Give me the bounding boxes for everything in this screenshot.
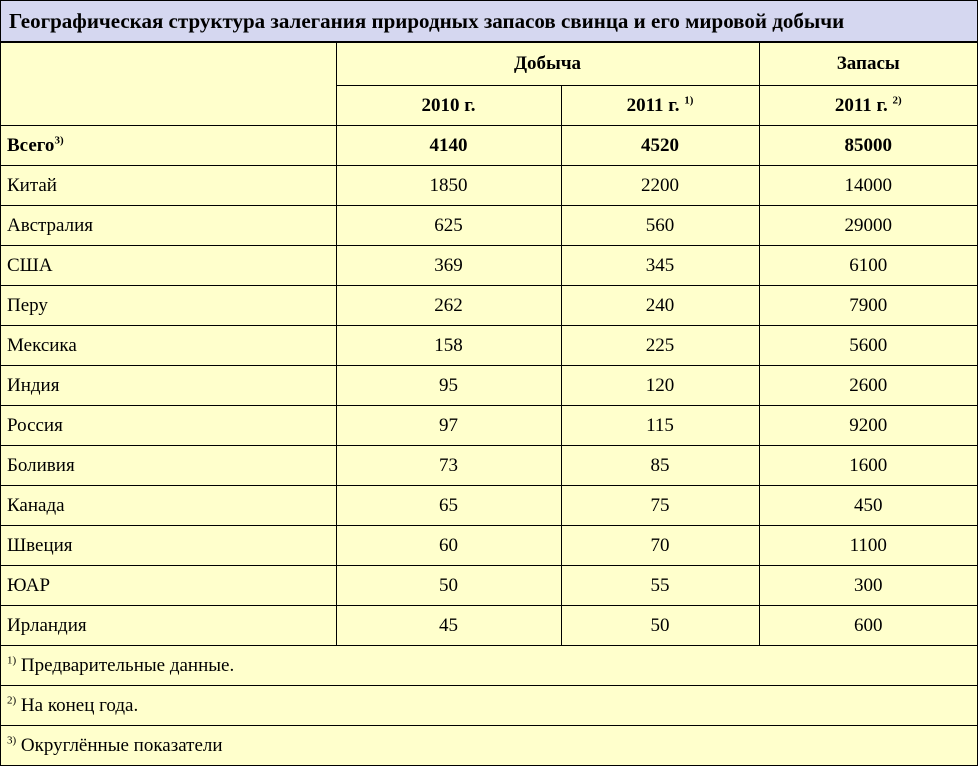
header-row-1 — [1, 43, 977, 86]
header-reserves: Запасы — [759, 43, 977, 86]
reserves-cell: 5600 — [759, 326, 977, 366]
production-2010-cell: 97 — [336, 406, 561, 446]
country-cell: Канада — [1, 486, 336, 526]
footnote-marker: 1) — [7, 654, 17, 667]
production-2011-cell: 560 — [561, 206, 759, 246]
header-year-2011-footnote: 1) — [684, 94, 694, 107]
production-2011-cell: 240 — [561, 286, 759, 326]
header-reserves-year-text: 2011 г. — [834, 94, 888, 116]
table-row — [1, 606, 977, 646]
country-cell: Перу — [1, 286, 336, 326]
table-row — [1, 446, 977, 486]
reserves-cell: 1100 — [759, 526, 977, 566]
reserves-cell: 600 — [759, 606, 977, 646]
table-row — [1, 206, 977, 246]
reserves-cell: 9200 — [759, 406, 977, 446]
production-2010-cell: 50 — [336, 566, 561, 606]
production-2010-cell: 1850 — [336, 166, 561, 206]
table-row — [1, 166, 977, 206]
country-cell: Ирландия — [1, 606, 336, 646]
total-footnote: 3) — [54, 134, 64, 147]
reserves-cell: 29000 — [759, 206, 977, 246]
reserves-cell: 14000 — [759, 166, 977, 206]
footnote-row — [1, 726, 977, 766]
production-2010-cell: 45 — [336, 606, 561, 646]
footnote-cell — [1, 726, 977, 766]
total-reserves: 85000 — [759, 126, 977, 166]
production-2010-cell: 95 — [336, 366, 561, 406]
table-title: Географическая структура залегания природных запасов свинца и его мировой добычи — [1, 1, 977, 43]
footnote-row — [1, 646, 977, 686]
table-row — [1, 366, 977, 406]
lead-data-table — [1, 43, 977, 765]
production-2011-cell: 85 — [561, 446, 759, 486]
footnote-cell — [1, 686, 977, 726]
production-2011-cell: 115 — [561, 406, 759, 446]
country-cell: ЮАР — [1, 566, 336, 606]
total-label-cell — [1, 126, 336, 166]
reserves-cell: 2600 — [759, 366, 977, 406]
country-cell: Индия — [1, 366, 336, 406]
footnote-text: На конец года. — [20, 694, 139, 716]
reserves-cell: 7900 — [759, 286, 977, 326]
reserves-cell: 1600 — [759, 446, 977, 486]
header-reserves-year-footnote: 2) — [892, 94, 902, 107]
footnote-row — [1, 686, 977, 726]
country-cell: Россия — [1, 406, 336, 446]
country-cell: Боливия — [1, 446, 336, 486]
production-2011-cell: 50 — [561, 606, 759, 646]
table-row — [1, 326, 977, 366]
total-production-2010: 4140 — [336, 126, 561, 166]
table-row — [1, 486, 977, 526]
reserves-cell: 450 — [759, 486, 977, 526]
production-2010-cell: 369 — [336, 246, 561, 286]
total-row — [1, 126, 977, 166]
production-2010-cell: 65 — [336, 486, 561, 526]
table-row — [1, 406, 977, 446]
production-2010-cell: 625 — [336, 206, 561, 246]
footnote-text: Предварительные данные. — [20, 654, 235, 676]
footnote-marker: 2) — [7, 694, 17, 707]
table-row — [1, 286, 977, 326]
header-year-2011 — [561, 86, 759, 126]
country-cell: Китай — [1, 166, 336, 206]
production-2010-cell: 60 — [336, 526, 561, 566]
total-label: Всего — [7, 134, 55, 156]
reserves-cell: 300 — [759, 566, 977, 606]
total-production-2011: 4520 — [561, 126, 759, 166]
footnote-marker: 3) — [7, 734, 17, 747]
table-row — [1, 566, 977, 606]
country-cell: США — [1, 246, 336, 286]
table-row — [1, 526, 977, 566]
header-year-2010: 2010 г. — [336, 86, 561, 126]
production-2011-cell: 345 — [561, 246, 759, 286]
footnote-cell — [1, 646, 977, 686]
table-row — [1, 246, 977, 286]
country-cell: Швеция — [1, 526, 336, 566]
production-2011-cell: 120 — [561, 366, 759, 406]
country-cell: Австралия — [1, 206, 336, 246]
header-empty-cell — [1, 43, 336, 126]
production-2011-cell: 2200 — [561, 166, 759, 206]
reserves-cell: 6100 — [759, 246, 977, 286]
production-2010-cell: 158 — [336, 326, 561, 366]
header-year-2011-text: 2011 г. — [626, 94, 680, 116]
production-2010-cell: 73 — [336, 446, 561, 486]
footnote-text: Округлённые показатели — [20, 734, 223, 756]
production-2011-cell: 75 — [561, 486, 759, 526]
header-reserves-year — [759, 86, 977, 126]
production-2011-cell: 70 — [561, 526, 759, 566]
header-production: Добыча — [336, 43, 759, 86]
country-cell: Мексика — [1, 326, 336, 366]
production-2011-cell: 225 — [561, 326, 759, 366]
production-2010-cell: 262 — [336, 286, 561, 326]
production-2011-cell: 55 — [561, 566, 759, 606]
